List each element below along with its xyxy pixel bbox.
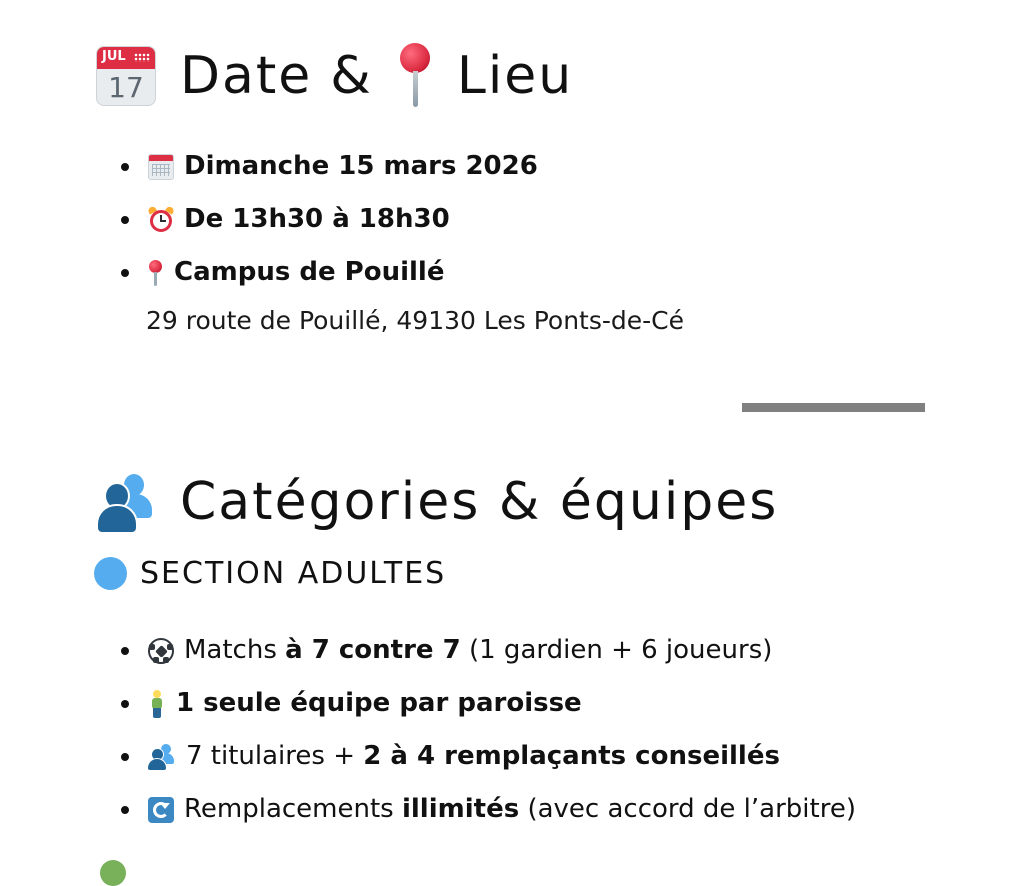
list-item-titulaires: 7 titulaires + 2 à 4 remplaçants conseillés xyxy=(116,730,856,783)
heading-date-text: Date xyxy=(180,46,313,106)
list-item-place: Campus de Pouillé xyxy=(116,246,538,299)
address-text: 29 route de Pouillé, 49130 Les Ponts-de-Cé xyxy=(146,306,684,335)
list-item-date: Dimanche 15 mars 2026 xyxy=(116,140,538,193)
blue-circle-icon xyxy=(94,557,127,590)
busts-in-silhouette-icon xyxy=(148,744,176,770)
list-item-equipe: 1 seule équipe par paroisse xyxy=(116,677,856,730)
spiral-calendar-icon xyxy=(148,154,174,180)
round-pushpin-icon xyxy=(397,43,433,109)
alarm-clock-icon xyxy=(148,207,174,233)
list-item-time: De 13h30 à 18h30 xyxy=(116,193,538,246)
soccer-ball-icon xyxy=(148,638,174,664)
busts-in-silhouette-icon xyxy=(96,472,156,532)
categories-heading xyxy=(96,466,778,538)
green-circle-icon xyxy=(100,860,126,886)
section-label: SECTION ADULTES xyxy=(140,556,447,591)
list-item-remplacements: Remplacements illimités (avec accord de l’arbitre) xyxy=(116,783,856,836)
date-lieu-list xyxy=(116,140,538,299)
round-pushpin-icon xyxy=(148,260,164,286)
section-adultes xyxy=(94,556,446,591)
section-divider xyxy=(742,403,925,412)
date-lieu-heading xyxy=(96,40,573,112)
calendar-icon: JUL 17 xyxy=(96,46,156,106)
heading-lieu-text: Lieu xyxy=(456,46,574,106)
repeat-icon xyxy=(148,797,174,823)
heading-amp-text: & xyxy=(330,46,373,106)
standing-person-icon xyxy=(148,690,166,718)
categories-list xyxy=(116,624,856,836)
categories-heading-text: Catégories & équipes xyxy=(180,472,779,532)
list-item-matchs: Matchs à 7 contre 7 (1 gardien + 6 joueurs) xyxy=(116,624,856,677)
